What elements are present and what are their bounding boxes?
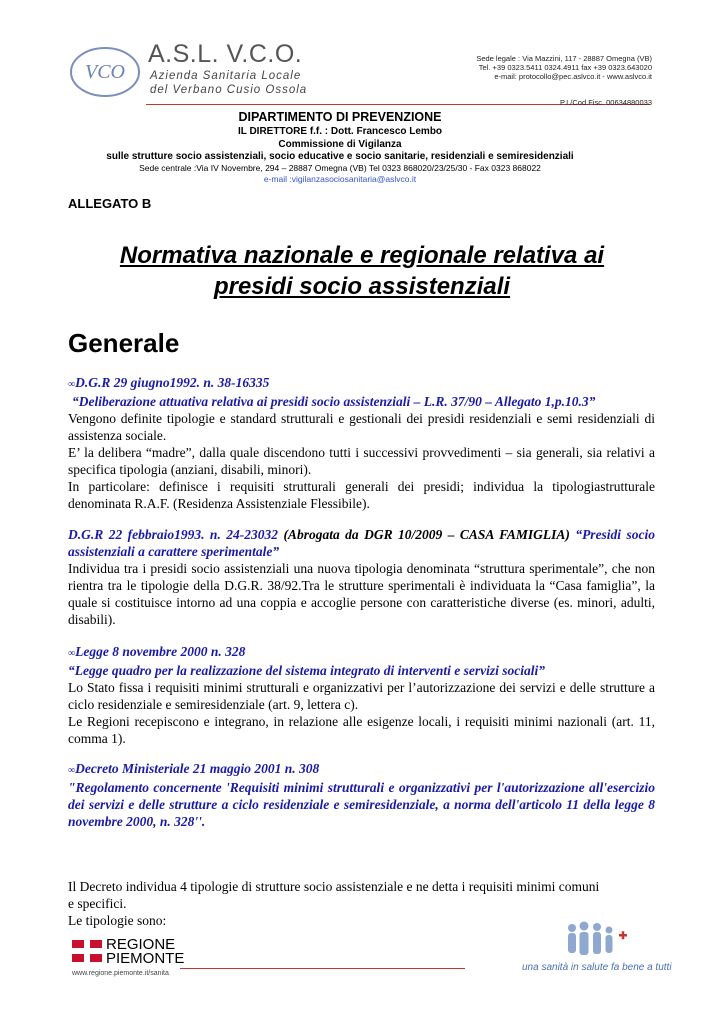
section-heading: Generale bbox=[68, 328, 180, 358]
infinity-bullet-icon: ∞ bbox=[68, 648, 76, 659]
asl-logo bbox=[68, 44, 142, 100]
infinity-bullet-icon: ∞ bbox=[68, 379, 76, 390]
regione-word: REGIONE bbox=[106, 936, 176, 953]
entry-subtitle: “Legge quadro per la realizzazione del sistema integrato di interventi e servizi sociali” bbox=[68, 663, 545, 678]
entry-paragraph: Vengono definite tipologie e standard strutturali e gestionali dei presidi residenziali e semi residenziali di assistenza sociale. bbox=[68, 411, 655, 443]
department-email[interactable]: e-mail :vigilanzasociosanitaria@aslvco.it bbox=[263, 174, 417, 184]
piemonte-word: PIEMONTE bbox=[106, 950, 185, 967]
contact-email[interactable]: e-mail: protocollo@pec.aslvco.it - www.aslvco.it bbox=[494, 72, 652, 81]
contact-address: Sede legale : Via Mazzini, 117 - 28887 Omegna (VB) bbox=[476, 54, 652, 63]
title-line-1: Normativa nazionale e regionale relativa ai bbox=[119, 242, 605, 269]
entry-paragraph: Le tipologie sono: bbox=[68, 913, 167, 928]
entry-legge-328 bbox=[68, 643, 655, 747]
attachment-label: ALLEGATO B bbox=[68, 196, 152, 211]
department-director: IL DIRETTORE f.f. : Dott. Francesco Lembo bbox=[237, 126, 443, 137]
people-group-icon bbox=[560, 918, 630, 960]
department-name: DIPARTIMENTO DI PREVENZIONE bbox=[238, 110, 442, 124]
logo-text: VCO bbox=[85, 61, 125, 83]
document-title bbox=[68, 240, 656, 302]
flag-cross bbox=[84, 940, 90, 962]
title-line-2: presidi socio assistenziali bbox=[213, 273, 511, 300]
entry-paragraph: In particolare: definisce i requisiti strutturali generali dei presidi; individua la tipologiastrutturale denominata R.A.F. (Residenza Assistenziale Flessibile). bbox=[68, 479, 655, 511]
regione-piemonte-logo bbox=[106, 938, 184, 966]
commission-scope: sulle strutture socio assistenziali, socio educative e socio sanitarie, residenziali e semiresidenziali bbox=[106, 151, 574, 162]
org-short-name: A.S.L. V.C.O. bbox=[148, 40, 303, 68]
entry-subtitle: “Presidi socio assistenziali a carattere sperimentale” bbox=[68, 527, 655, 559]
entry-dm-308-body bbox=[68, 878, 608, 929]
org-line-1: Azienda Sanitaria Locale bbox=[150, 70, 302, 82]
entry-ref: D.G.R 29 giugno1992. n. 38-16335 bbox=[75, 375, 270, 390]
infinity-bullet-icon: ∞ bbox=[68, 765, 76, 776]
entry-dgr-1992 bbox=[68, 374, 655, 512]
entry-dgr-1993 bbox=[68, 526, 655, 628]
org-line-2: del Verbano Cusio Ossola bbox=[150, 84, 308, 96]
contact-phone: Tel. +39 0323.5411 0324.4911 fax +39 0323.643020 bbox=[478, 63, 652, 72]
entry-ref: Decreto Ministeriale 21 maggio 2001 n. 308 bbox=[75, 761, 320, 776]
entry-paragraph: Individua tra i presidi socio assistenziali una nuova tipologia denominata “struttura sperimentale”, che non rientra tra le tipologie della D.G.R. 38/92.Tra le strutture sperimentali è individuata la “Casa famiglia”, la quale si costituisce intorno ad una coppia e accoglie persone con caratteristiche diverse (es. minori, adulti, disabili). bbox=[68, 561, 655, 627]
entry-abrogation-note: (Abrogata da DGR 10/2009 – CASA FAMIGLIA) bbox=[283, 527, 570, 542]
entry-paragraph: Lo Stato fissa i requisiti minimi strutturali e organizzativi per l’autorizzazione dei servizi e delle strutture a ciclo residenziale e semiresidenziale (art. 9, lettera c). bbox=[68, 680, 655, 712]
entry-ref: Legge 8 novembre 2000 n. 328 bbox=[75, 644, 246, 659]
entry-dm-308 bbox=[68, 760, 655, 830]
entry-subtitle: “Deliberazione attuativa relativa ai presidi socio assistenziali – L.R. 37/90 – Allegato 1,p.10.3” bbox=[72, 394, 596, 409]
entry-paragraph: Il Decreto individua 4 tipologie di strutture socio assistenziale e ne detta i requisiti minimi comuni e specifici. bbox=[68, 879, 600, 911]
regione-url-link[interactable]: www.regione.piemonte.it/sanita bbox=[72, 970, 169, 977]
department-address: Sede centrale :Via IV Novembre, 294 – 28887 Omegna (VB) Tel 0323 868020/23/25/30 - Fax 0323 868022 bbox=[139, 163, 541, 173]
commission-name: Commissione di Vigilanza bbox=[278, 139, 402, 150]
footer-slogan: una sanità in salute fa bene a tutti bbox=[522, 962, 672, 973]
entry-ref: D.G.R 22 febbraio1993. n. 24-23032 bbox=[68, 527, 278, 542]
entry-paragraph: Le Regioni recepiscono e integrano, in relazione alle esigenze locali, i requisiti minimi nazionali (art. 11, comma 1). bbox=[68, 714, 655, 746]
entry-subtitle: "Regolamento concernente 'Requisiti minimi strutturali e organizzativi per l'autorizzazione all'esercizio dei servizi e delle strutture a ciclo residenziale e semiresidenziale, a norma dell'articolo 11 della legge 8 novembre 2000, n. 328''. bbox=[68, 780, 655, 829]
vat-number: P.I./Cod.Fisc. 00634880033 bbox=[559, 98, 652, 107]
entry-paragraph: E’ la delibera “madre”, dalla quale discendono tutti i successivi provvedimenti – sia generali, sia relativi a specifica tipologia (anziani, disabili, minori). bbox=[68, 445, 655, 477]
footer-divider bbox=[180, 968, 465, 969]
